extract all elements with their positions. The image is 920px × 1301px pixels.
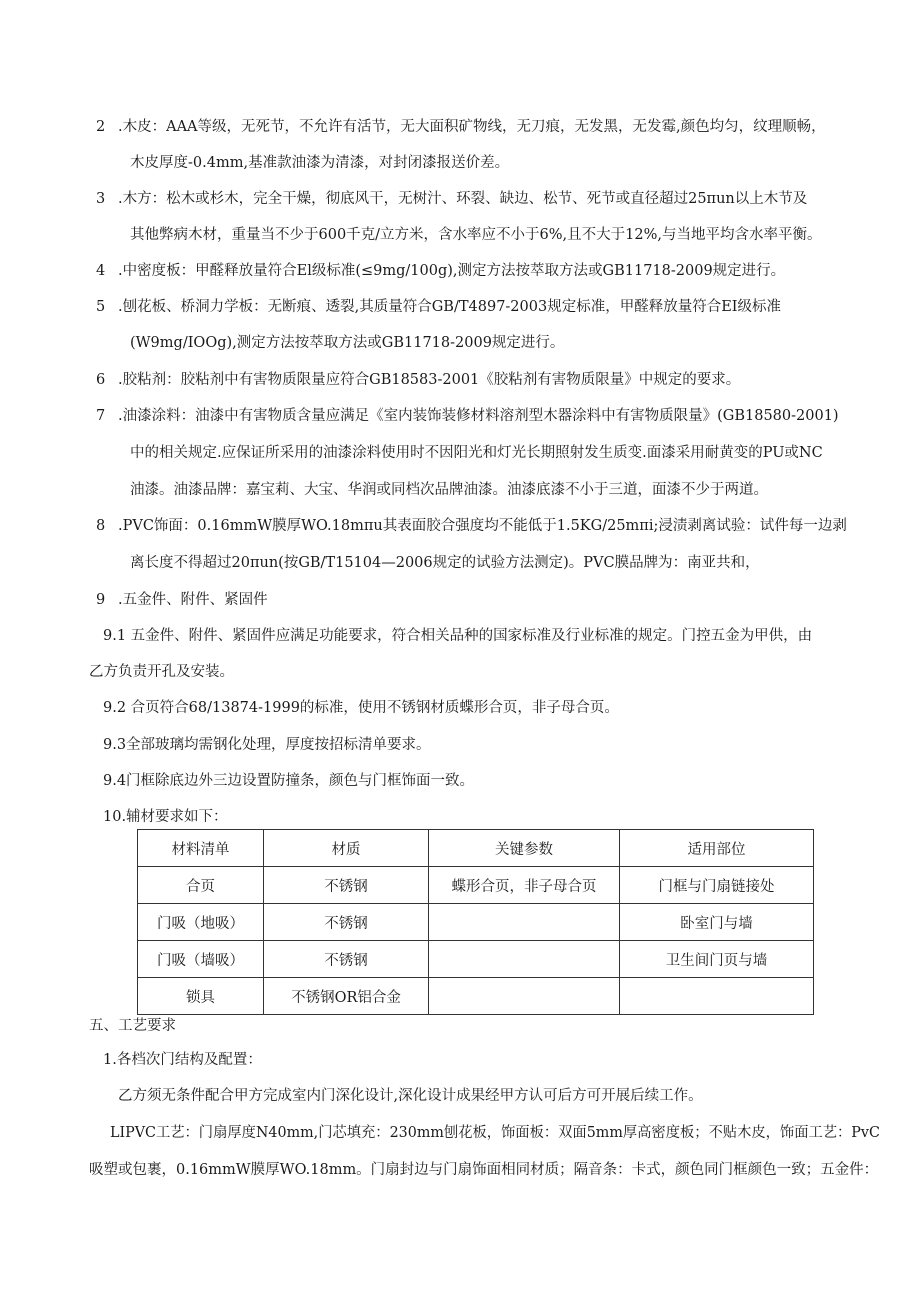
item-number: 3 bbox=[96, 191, 106, 207]
table-header-row bbox=[138, 830, 814, 867]
table-header-cell: 材质 bbox=[264, 830, 429, 867]
item-text: 油漆。油漆品牌：嘉宝莉、大宝、华润或同档次品牌油漆。油漆底漆不小于三道，面漆不少于两道。 bbox=[130, 482, 768, 498]
item-text: 木皮厚度-0.4mm,基准款油漆为清漆，对封闭漆报送价差。 bbox=[130, 155, 510, 171]
table-cell: 锁具 bbox=[138, 978, 264, 1015]
paragraph-continued: 吸塑或包裹，0.16mmW膜厚WO.18mm。门扇封边与门扇饰面相同材质；隔音条：卡式，颜色同门框颜色一致；五金件： bbox=[89, 1162, 879, 1178]
item-number: 2 bbox=[96, 119, 106, 135]
item-number: 9 bbox=[96, 592, 106, 608]
item-text: .木方：松木或杉木，完全干燥，彻底风干，无树汁、环裂、缺边、松节、死节或直径超过25πun以上木节及 bbox=[118, 191, 808, 207]
auxiliary-materials-table bbox=[137, 829, 814, 1015]
table-cell: 卫生间门页与墙 bbox=[620, 941, 814, 978]
table-row bbox=[138, 904, 814, 941]
item-text: .中密度板：甲醛释放量符合El级标准(≤9mg/100g),测定方法按萃取方法或GB11718-2009规定进行。 bbox=[118, 263, 786, 279]
subitem-9-3: 9.3全部玻璃均需钢化处理，厚度按招标清单要求。 bbox=[103, 737, 431, 753]
section-title: 五、工艺要求 bbox=[89, 1018, 176, 1034]
subitem-9-1: 9.1 五金件、附件、紧固件应满足功能要求，符合相关品种的国家标准及行业标准的规定。门控五金为甲供，由 bbox=[103, 628, 813, 644]
table-cell bbox=[620, 978, 814, 1015]
table-cell: 不锈钢OR铝合金 bbox=[264, 978, 429, 1015]
subitem-9-4: 9.4门框除底边外三边设置防撞条，颜色与门框饰面一致。 bbox=[103, 773, 475, 789]
table-header-cell: 材料清单 bbox=[138, 830, 264, 867]
table-cell: 门吸（地吸） bbox=[138, 904, 264, 941]
table-header-cell: 关键参数 bbox=[429, 830, 620, 867]
item-text: 中的相关规定.应保证所采用的油漆涂料使用时不因阳光和灯光长期照射发生质变.面漆采用耐黄变的PU或NC bbox=[130, 445, 823, 461]
item-text: (W9mg/IOOg),测定方法按萃取方法或GB11718-2009规定进行。 bbox=[130, 335, 565, 351]
table-cell: 门吸（墙吸） bbox=[138, 941, 264, 978]
table-row bbox=[138, 978, 814, 1015]
table-cell: 不锈钢 bbox=[264, 904, 429, 941]
item-text: .胶粘剂：胶粘剂中有害物质限量应符合GB18583-2001《胶粘剂有害物质限量》中规定的要求。 bbox=[118, 372, 741, 388]
item-text: .刨花板、桥洞力学板：无断痕、透裂,其质量符合GB/T4897-2003规定标准，甲醛释放量符合EI级标准 bbox=[118, 299, 782, 315]
item-number: 4 bbox=[96, 263, 106, 279]
paragraph: 乙方须无条件配合甲方完成室内门深化设计,深化设计成果经甲方认可后方可开展后续工作。 bbox=[118, 1088, 703, 1104]
table-cell: 蝶形合页，非子母合页 bbox=[429, 867, 620, 904]
table-row bbox=[138, 941, 814, 978]
item-text: .五金件、附件、紧固件 bbox=[118, 592, 268, 608]
table-cell: 不锈钢 bbox=[264, 867, 429, 904]
table-row bbox=[138, 867, 814, 904]
item-number: 5 bbox=[96, 299, 106, 315]
subitem-9-1-continued: 乙方负责开孔及安装。 bbox=[89, 664, 234, 680]
item-number: 8 bbox=[96, 518, 106, 534]
table-cell: 合页 bbox=[138, 867, 264, 904]
paragraph: LIPVC工艺：门扇厚度N40mm,门芯填充：230mm刨花板，饰面板：双面5mm厚高密度板；不贴木皮，饰面工艺：PvC bbox=[110, 1125, 880, 1141]
table-cell bbox=[429, 978, 620, 1015]
table-cell: 不锈钢 bbox=[264, 941, 429, 978]
table-cell bbox=[429, 941, 620, 978]
item-text: 其他弊病木材，重量当不少于600千克/立方米，含水率应不小于6%,且不大于12%,与当地平均含水率平衡。 bbox=[130, 227, 822, 243]
item-text: 离长度不得超过20πun(按GB/T15104—2006规定的试验方法测定)。PVC膜品牌为：南亚共和， bbox=[130, 555, 760, 571]
table-header-cell: 适用部位 bbox=[620, 830, 814, 867]
item-number: 7 bbox=[96, 408, 106, 424]
subitem-9-2: 9.2 合页符合68/13874-1999的标准，使用不锈钢材质蝶形合页，非子母合页。 bbox=[103, 700, 619, 716]
table-cell bbox=[429, 904, 620, 941]
item-number: 6 bbox=[96, 372, 106, 388]
section-subheading: 1.各档次门结构及配置： bbox=[103, 1052, 262, 1068]
item-text: .PVC饰面：0.16mmW膜厚WO.18mπu其表面胶合强度均不能低于1.5KG/25mπi;浸渍剥离试验：试件每一边剥 bbox=[118, 518, 847, 534]
item-10-title: 10.辅材要求如下： bbox=[103, 809, 228, 825]
item-text: .油漆涂料：油漆中有害物质含量应满足《室内装饰装修材料溶剂型木器涂料中有害物质限量》(GB18580-2001) bbox=[118, 408, 839, 424]
item-text: .木皮：AAA等级，无死节，不允许有活节，无大面积矿物线，无刀痕，无发黑，无发霉,颜色均匀，纹理顺畅， bbox=[118, 119, 826, 135]
table-cell: 卧室门与墙 bbox=[620, 904, 814, 941]
table-cell: 门框与门扇链接处 bbox=[620, 867, 814, 904]
